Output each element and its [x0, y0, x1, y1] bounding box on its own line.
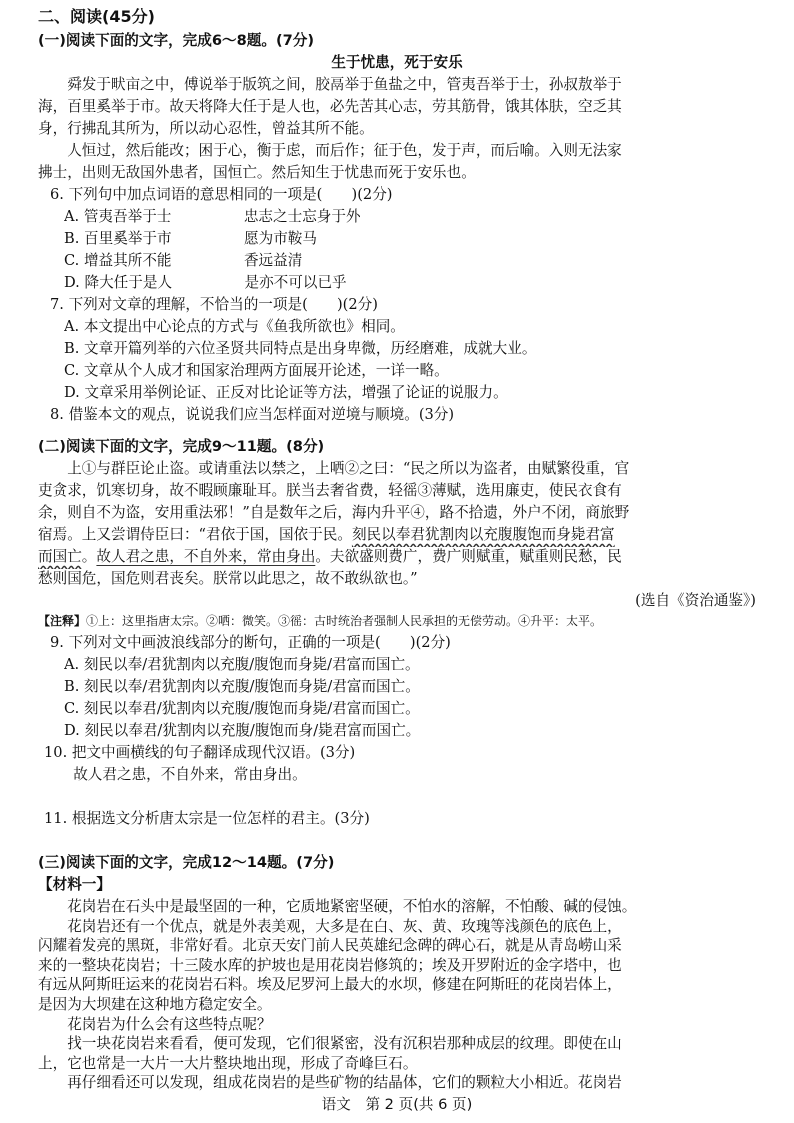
passage2-line: 而国亡。故人君之患，不自外来，常由身出。夫欲盛则费广，费广则赋重，赋重则民愁，民: [38, 548, 622, 565]
passage2-source: (选自《资治通鉴》): [635, 592, 756, 609]
q11-stem: 11. 根据选文分析唐太宗是一位怎样的君主。(3分): [44, 810, 370, 827]
passage3-line: 闪耀着发亮的黑斑，非常好看。北京天安门前人民英雄纪念碑的碑心石，就是从青岛崂山采: [38, 937, 622, 955]
q7-option: D. 文章采用举例论证、正反对比论证等方法，增强了论证的说服力。: [64, 384, 508, 401]
passage1-title: 生于忧患，死于安乐: [331, 54, 463, 71]
passage2-line: 吏贪求，饥寒切身，故不暇顾廉耻耳。朕当去奢省费，轻徭③薄赋，选用廉吏，使民衣食有: [38, 482, 622, 499]
section-header: 二、阅读(45分): [38, 7, 155, 26]
material-label: 【材料一】: [38, 876, 111, 893]
q9-option: A. 刻民以奉/君犹割肉以充腹/腹饱而身毙/君富而国亡。: [64, 656, 420, 673]
passage2-line: 宿焉。上又尝谓侍臣曰：“君依于国，国依于民。刻民以奉君犹割肉以充腹腹饱而身毙君富: [38, 526, 615, 543]
q8-stem: 8. 借鉴本文的观点，说说我们应当怎样面对逆境与顺境。(3分): [50, 406, 455, 423]
part2-header: (二)阅读下面的文字，完成9～11题。(8分): [38, 438, 325, 455]
passage3-line: 再仔细看还可以发现，组成花岗岩的是些矿物的结晶体，它们的颗粒大小相近。花岗岩: [38, 1074, 622, 1092]
q10-stem: 10. 把文中画横线的句子翻译成现代汉语。(3分): [44, 744, 356, 761]
passage3-line: 有远从阿斯旺运来的花岗岩石料。埃及尼罗河上最大的水坝，修建在阿斯旺的花岗岩体上，: [38, 976, 622, 994]
passage3-line: 上，它也常是一大片一大片整块地出现，形成了奇峰巨石。: [38, 1054, 418, 1072]
passage3-line: 是因为大坝建在这种地方稳定安全。: [38, 996, 272, 1013]
passage1-line: 舜发于畎亩之中，傅说举于版筑之间，胶鬲举于鱼盐之中，管夷吾举于士，孙叔敖举于: [38, 76, 622, 93]
q9-option: B. 刻民以奉/君犹割肉以充腹/腹饱而身毙/君富而国亡。: [64, 678, 420, 695]
q6-option: B. 百里奚举于市 愿为市鞍马: [64, 230, 317, 247]
passage3-line: 来的一整块花岗岩；十三陵水库的护坡也是用花岗岩修筑的；埃及开罗附近的金字塔中，也: [38, 956, 622, 974]
q9-option: C. 刻民以奉君/犹割肉以充腹/腹饱而身毙/君富而国亡。: [64, 700, 420, 717]
passage2-line: 余，则自不为盗，安用重法邪！”自是数年之后，海内升平④，路不拾遗，外户不闭，商旅野: [38, 504, 630, 521]
q7-option: B. 文章开篇列举的六位圣贤共同特点是出身卑微，历经磨难，成就大业。: [64, 340, 537, 357]
passage1-line: 拂士，出则无敌国外患者，国恒亡。然后知生于忧患而死于安乐也。: [38, 164, 476, 181]
passage1-line: 海，百里奚举于市。故天将降大任于是人也，必先苦其心志，劳其筋骨，饿其体肤，空乏其: [38, 98, 622, 115]
q6-option: A. 管夷吾举于士 忠志之士忘身于外: [64, 208, 361, 225]
q6-option: C. 增益其所不能 香远益清: [64, 252, 303, 269]
q6-stem: 6. 下列句中加点词语的意思相同的一项是( )(2分): [50, 186, 393, 203]
passage3-line: 花岗岩还有一个优点，就是外表美观，大多是在白、灰、黄、玫瑰等浅颜色的底色上，: [38, 917, 622, 935]
passage3-line: 花岗岩在石头中是最坚固的一种，它质地紧密坚硬，不怕水的溶解，不怕酸、碱的侵蚀。: [38, 898, 637, 915]
passage1-line: 身，行拂乱其所为，所以动心忍性，曾益其所不能。: [38, 120, 374, 137]
q7-option: C. 文章从个人成才和国家治理两方面展开论述，一详一略。: [64, 362, 449, 379]
q9-option: D. 刻民以奉君/犹割肉以充腹/腹饱而身/毙君富而国亡。: [64, 722, 421, 739]
straight-underlined-text: 故人君之患，不自外来，常由身出: [96, 548, 316, 565]
passage3-line: 花岗岩为什么会有这些特点呢？: [38, 1015, 272, 1033]
page-footer: 语文 第 2 页(共 6 页): [321, 1096, 473, 1113]
wavy-underlined-text: 刻民以奉君犹割肉以充腹腹饱而身毙君富: [351, 526, 615, 543]
q7-option: A. 本文提出中心论点的方式与《鱼我所欲也》相同。: [64, 318, 405, 335]
passage3-line: 找一块花岗岩来看看，便可发现，它们很紧密，没有沉积岩那种成层的纹理。即使在山: [38, 1035, 622, 1053]
annotation-note: 【注释】①上：这里指唐太宗。②哂：微笑。③徭：古时统治者强制人民承担的无偿劳动。④升平：太平。: [38, 614, 603, 628]
q10-sentence: 故人君之患，不自外来，常由身出。: [44, 766, 307, 783]
q7-stem: 7. 下列对文章的理解，不恰当的一项是( )(2分): [50, 296, 378, 313]
passage1-line: 人恒过，然后能改；困于心，衡于虑，而后作；征于色，发于声，而后喻。入则无法家: [38, 142, 622, 159]
part3-header: (三)阅读下面的文字，完成12～14题。(7分): [38, 854, 335, 871]
passage2-line: 愁则国危，国危则君丧矣。朕常以此思之，故不敢纵欲也。”: [38, 570, 418, 587]
part1-header: (一)阅读下面的文字，完成6～8题。(7分): [38, 32, 315, 49]
q9-stem: 9. 下列对文中画波浪线部分的断句，正确的一项是( )(2分): [50, 634, 451, 651]
wavy-underlined-text: 而国亡: [38, 548, 82, 565]
q6-option: D. 降大任于是人 是亦不可以已乎: [64, 274, 347, 291]
passage2-line: 上①与群臣论止盗。或请重法以禁之，上哂②之曰：“民之所以为盗者，由赋繁役重，官: [38, 460, 630, 477]
